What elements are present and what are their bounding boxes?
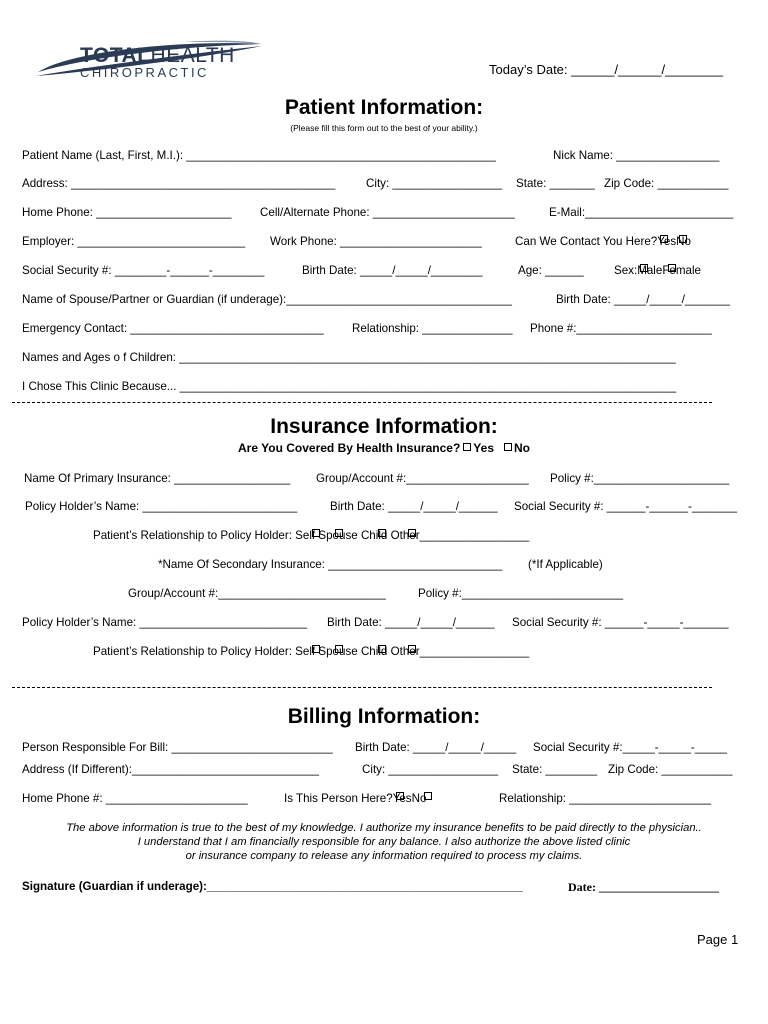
rel-self-checkbox[interactable] (312, 529, 320, 537)
secondary-insurance-field[interactable]: *Name Of Secondary Insurance: ___________________________ (158, 558, 503, 571)
insurance-section-title: Insurance Information: (270, 415, 498, 438)
insurance-covered-question: Are You Covered By Health Insurance? Yes No (238, 441, 530, 455)
covered-yes-checkbox[interactable] (463, 443, 471, 451)
logo-subtitle: CHIROPRACTIC (80, 65, 209, 80)
if-applicable-note: (*If Applicable) (528, 558, 603, 571)
sex-female-checkbox[interactable] (668, 264, 676, 272)
secondary-group-account-field[interactable]: Group/Account #:__________________________ (128, 587, 386, 600)
policy-holder-birth-field[interactable]: Birth Date: _____/_____/______ (330, 500, 498, 513)
email-field[interactable]: E-Mail:_______________________ (549, 206, 734, 219)
billing-relationship-field[interactable]: Relationship: ______________________ (499, 792, 712, 805)
state-field[interactable]: State: _______ (516, 177, 595, 190)
address-field[interactable]: Address: _________________________________________ (22, 177, 336, 190)
rel2-self-checkbox[interactable] (312, 645, 320, 653)
billing-birth-date-field[interactable]: Birth Date: _____/_____/_____ (355, 741, 517, 754)
billing-address-field[interactable]: Address (If Different):_____________________________ (22, 763, 319, 776)
birth-date-field[interactable]: Birth Date: _____/_____/________ (302, 264, 483, 277)
age-field[interactable]: Age: ______ (518, 264, 584, 277)
chose-clinic-field[interactable]: I Chose This Clinic Because... _____________________________________________________________________________ (22, 380, 677, 393)
contact-yes-checkbox[interactable] (660, 235, 668, 243)
patient-section-title: Patient Information: (284, 96, 484, 119)
here-no-checkbox[interactable] (424, 792, 432, 800)
page-number: Page 1 (697, 932, 739, 947)
rel-other-checkbox[interactable] (408, 529, 416, 537)
zip-field[interactable]: Zip Code: ___________ (604, 177, 729, 190)
todays-date-field[interactable]: Today’s Date: ______/______/________ (489, 62, 723, 77)
sex-male-checkbox[interactable] (640, 264, 648, 272)
policy-holder-name-field[interactable]: Policy Holder’s Name: ________________________ (25, 500, 298, 513)
logo-wordmark: TOTALHEALTH (80, 44, 235, 67)
rel-child-checkbox[interactable] (378, 529, 386, 537)
rel-spouse-checkbox[interactable] (335, 529, 343, 537)
nick-name-field[interactable]: Nick Name: ________________ (553, 149, 720, 162)
work-phone-field[interactable]: Work Phone: ______________________ (270, 235, 482, 248)
authorization-statement: The above information is true to the best of my knowledge. I authorize my insurance benefits to be paid directly to the physician.. I understand that I am financially responsible for any balance. I also authorize the above listed clinic or insurance company to release any information required to process my claims. (66, 822, 702, 862)
children-field[interactable]: Names and Ages o f Children: _____________________________________________________________________________ (22, 351, 676, 364)
relationship-field[interactable]: Relationship: ______________ (352, 322, 513, 335)
ssn-field[interactable]: Social Security #: ________-______-________ (22, 264, 265, 277)
emergency-contact-field[interactable]: Emergency Contact: ______________________________ (22, 322, 324, 335)
secondary-holder-name-field[interactable]: Policy Holder’s Name: __________________________ (22, 616, 308, 629)
patient-section-subtitle: (Please fill this form out to the best of your ability.) (290, 123, 478, 133)
spouse-name-field[interactable]: Name of Spouse/Partner or Guardian (if underage):___________________________________ (22, 293, 512, 306)
secondary-holder-birth-field[interactable]: Birth Date: _____/_____/______ (327, 616, 495, 629)
signature-field[interactable]: Signature (Guardian if underage):_________________________________________________ (22, 880, 523, 893)
person-here-question: Is This Person Here? Yes No (284, 792, 426, 805)
secondary-relationship-options: Patient’s Relationship to Policy Holder: Self Spouse Child Other_________________ (93, 645, 530, 658)
rel2-child-checkbox[interactable] (378, 645, 386, 653)
secondary-holder-ssn-field[interactable]: Social Security #: ______-_____-_______ (512, 616, 729, 629)
emergency-phone-field[interactable]: Phone #:_____________________ (530, 322, 712, 335)
city-field[interactable]: City: _________________ (366, 177, 503, 190)
covered-no-checkbox[interactable] (504, 443, 512, 451)
billing-home-phone-field[interactable]: Home Phone #: ______________________ (22, 792, 248, 805)
responsible-person-field[interactable]: Person Responsible For Bill: _________________________ (22, 741, 333, 754)
secondary-policy-field[interactable]: Policy #:_________________________ (418, 587, 624, 600)
contact-here-question: Can We Contact You Here? Yes No (515, 235, 691, 248)
employer-field[interactable]: Employer: __________________________ (22, 235, 246, 248)
relationship-options: Patient’s Relationship to Policy Holder: Self Spouse Child Other_________________ (93, 529, 530, 542)
here-yes-checkbox[interactable] (396, 792, 404, 800)
group-account-field[interactable]: Group/Account #:___________________ (316, 472, 529, 485)
billing-zip-field[interactable]: Zip Code: ___________ (608, 763, 733, 776)
home-phone-field[interactable]: Home Phone: _____________________ (22, 206, 232, 219)
patient-name-field[interactable]: Patient Name (Last, First, M.I.): ________________________________________________ (22, 149, 496, 162)
sex-options: Sex: Male Female (614, 264, 702, 277)
billing-city-field[interactable]: City: _________________ (362, 763, 499, 776)
billing-ssn-field[interactable]: Social Security #:_____-_____-_____ (533, 741, 728, 754)
spouse-birth-date-field[interactable]: Birth Date: _____/_____/_______ (556, 293, 731, 306)
rel2-other-checkbox[interactable] (408, 645, 416, 653)
billing-state-field[interactable]: State: ________ (512, 763, 598, 776)
policy-field[interactable]: Policy #:_____________________ (550, 472, 730, 485)
rel2-spouse-checkbox[interactable] (335, 645, 343, 653)
section-divider (12, 402, 712, 403)
signature-date-field[interactable]: Date: ____________________ (568, 880, 719, 894)
policy-holder-ssn-field[interactable]: Social Security #: ______-______-_______ (514, 500, 738, 513)
section-divider (12, 687, 712, 688)
primary-insurance-field[interactable]: Name Of Primary Insurance: __________________ (24, 472, 291, 485)
contact-no-checkbox[interactable] (679, 235, 687, 243)
cell-phone-field[interactable]: Cell/Alternate Phone: ______________________ (260, 206, 515, 219)
billing-section-title: Billing Information: (287, 705, 481, 728)
